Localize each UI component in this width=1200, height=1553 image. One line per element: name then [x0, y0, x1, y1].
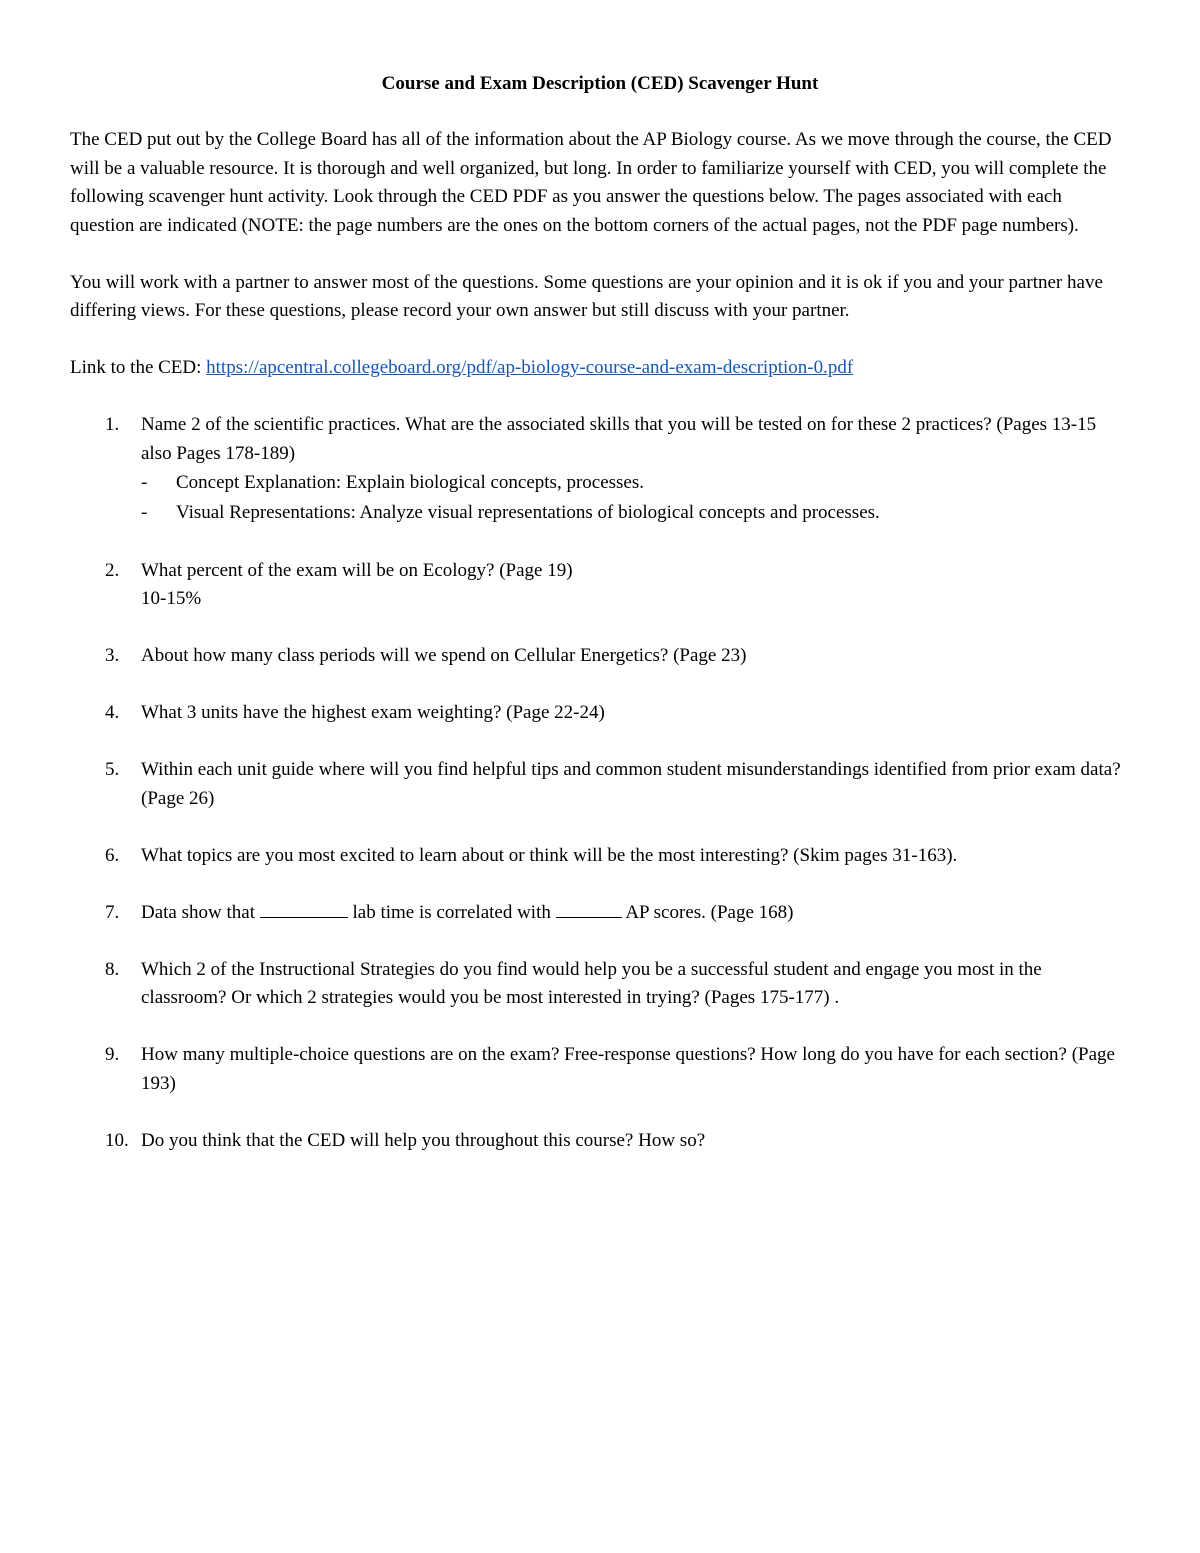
- question-answer: 10-15%: [141, 588, 202, 609]
- answer-bullet-text: Concept Explanation: Explain biological concepts, processes.: [176, 472, 645, 493]
- ced-link-line: [70, 354, 1130, 383]
- question-text: Name 2 of the scientific practices. What are the associated skills that you will be tested on for these 2 practices? (Pages 13-15 also Pages 178-189): [141, 414, 1097, 464]
- question-text: What topics are you most excited to learn about or think will be the most interesting? (Skim pages 31-163).: [141, 844, 958, 866]
- question-text: Do you think that the CED will help you throughout this course? How so?: [141, 1129, 706, 1151]
- question-text: Which 2 of the Instructional Strategies do you find would help you be a successful student and engage you most in the classroom? Or which 2 strategies would you be most interested in trying? (Pages 175-177) .: [141, 958, 1042, 1008]
- answer-bullet-text: Visual Representations: Analyze visual representations of biological concepts and processes.: [176, 502, 880, 523]
- fill-in-blank-1[interactable]: [260, 899, 348, 918]
- question-3: [70, 642, 1130, 671]
- question-4: [70, 699, 1130, 728]
- question-number: 2.: [105, 559, 120, 581]
- question-2: [70, 557, 1130, 614]
- question-text: What percent of the exam will be on Ecology? (Page 19): [141, 559, 573, 581]
- question-number: 9.: [105, 1044, 120, 1065]
- question-number: 10.: [105, 1129, 129, 1151]
- document-title: Course and Exam Description (CED) Scavenger Hunt: [381, 73, 819, 94]
- question-number: 1.: [105, 414, 120, 435]
- intro-paragraph: The CED put out by the College Board has all of the information about the AP Biology course. As we move through the course, the CED will be a valuable resource. It is thorough and well organized, but long. In order to familiarize yourself with CED, you will complete the following scavenger hunt activity. Look through the CED PDF as you answer the questions below. The pages associated with each question are indicated (NOTE: the page numbers are the ones on the bottom corners of the actual pages, not the PDF page numbers).: [70, 129, 1112, 236]
- dash-icon: -: [141, 502, 148, 523]
- question-7: [70, 899, 1130, 928]
- ced-link[interactable]: https://apcentral.collegeboard.org/pdf/ap-biology-course-and-exam-description-0.pdf: [206, 357, 854, 378]
- answer-bullets: [141, 468, 1130, 528]
- question-number: 4.: [105, 702, 120, 723]
- partner-paragraph: You will work with a partner to answer most of the questions. Some questions are your opinion and it is ok if you and your partner have differing views. For these questions, please record your own answer but still discuss with your partner.: [70, 271, 1103, 321]
- question-text: What 3 units have the highest exam weighting? (Page 22-24): [141, 702, 605, 723]
- question-5: [70, 756, 1130, 813]
- question-text-end: AP scores. (Page 168): [621, 901, 794, 923]
- question-number: 7.: [105, 901, 120, 923]
- dash-icon: -: [141, 472, 148, 493]
- question-number: 3.: [105, 645, 120, 666]
- question-10: [70, 1127, 1130, 1156]
- fill-in-blank-2[interactable]: [556, 899, 622, 918]
- question-1: [70, 411, 1130, 528]
- question-6: [70, 842, 1130, 871]
- question-text: How many multiple-choice questions are on the exam? Free-response questions? How long do you have for each section? (Page 193): [141, 1044, 1115, 1094]
- question-number: 5.: [105, 759, 120, 780]
- question-number: 8.: [105, 958, 120, 980]
- question-text: Within each unit guide where will you find helpful tips and common student misunderstandings identified from prior exam data? (Page 26): [141, 759, 1121, 809]
- answer-bullet: [141, 468, 1130, 498]
- answer-bullet: [141, 498, 1130, 528]
- question-number: 6.: [105, 844, 120, 866]
- question-8: [70, 956, 1130, 1013]
- question-text-middle: lab time is correlated with: [352, 901, 556, 923]
- question-text: About how many class periods will we spend on Cellular Energetics? (Page 23): [141, 645, 747, 666]
- ced-link-label: Link to the CED:: [70, 357, 207, 378]
- question-9: [70, 1041, 1130, 1098]
- question-text-start: Data show that: [141, 901, 260, 923]
- question-list: [70, 411, 1130, 1155]
